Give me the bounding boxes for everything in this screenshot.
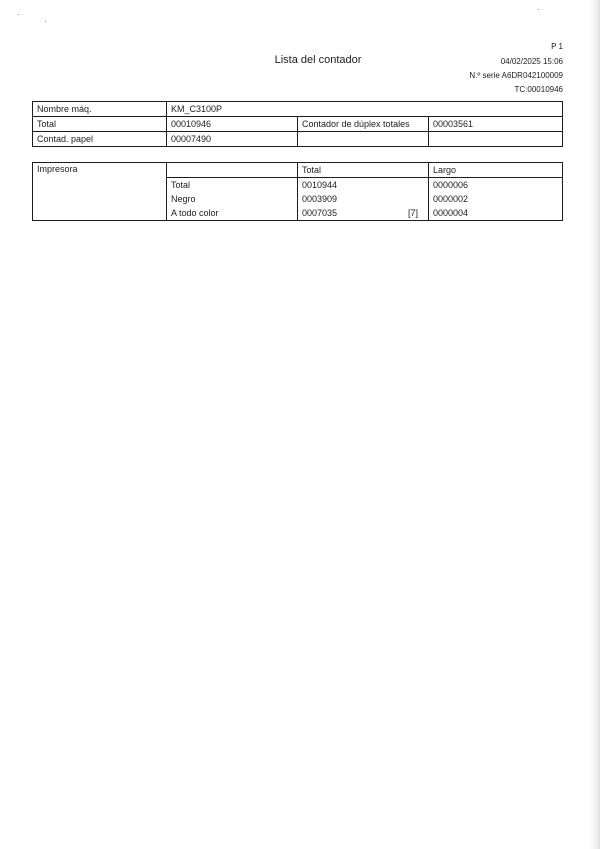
page-edge-shadow bbox=[590, 0, 600, 849]
paper-counter-label: Contad. papel bbox=[33, 132, 167, 147]
duplex-total-label: Contador de dúplex totales bbox=[298, 117, 429, 132]
empty-cell bbox=[298, 132, 429, 147]
paper-counter-value: 00007490 bbox=[167, 132, 298, 147]
tc-counter: TC:00010946 bbox=[514, 85, 563, 94]
row-largo-value: 0000002 bbox=[429, 192, 563, 206]
duplex-total-value: 00003561 bbox=[429, 117, 563, 132]
row-total-value: 0010944 bbox=[298, 178, 429, 193]
empty-header-cell bbox=[167, 163, 298, 178]
machine-name-label: Nombre máq. bbox=[33, 102, 167, 117]
row-label: A todo color bbox=[167, 206, 298, 221]
row-label: Negro bbox=[167, 192, 298, 206]
table-row bbox=[33, 117, 563, 132]
report-title: Lista del contador bbox=[274, 54, 362, 66]
total-value: 00010946 bbox=[167, 117, 298, 132]
printer-counter-table bbox=[32, 162, 563, 221]
row-largo-value: 0000004 bbox=[429, 206, 563, 221]
serial-number: N.º serie A6DR042100009 bbox=[469, 71, 563, 80]
empty-cell bbox=[429, 132, 563, 147]
printer-section-label: Impresora bbox=[33, 163, 167, 221]
row-label: Total bbox=[167, 178, 298, 193]
row-total-suffix: [7] bbox=[407, 208, 418, 218]
column-header-total: Total bbox=[298, 163, 429, 178]
scan-speck bbox=[18, 14, 19, 15]
row-total-value: 0007035 bbox=[302, 208, 338, 218]
row-largo-value: 0000006 bbox=[429, 178, 563, 193]
machine-name-value: KM_C3100P bbox=[167, 102, 563, 117]
report-datetime: 04/02/2025 15:06 bbox=[500, 57, 563, 66]
column-header-largo: Largo bbox=[429, 163, 563, 178]
row-total-cell bbox=[298, 206, 429, 221]
row-total-value: 0003909 bbox=[298, 192, 429, 206]
machine-info-table bbox=[32, 101, 563, 147]
scan-speck bbox=[45, 21, 46, 22]
table-row bbox=[33, 163, 563, 178]
table-row bbox=[33, 132, 563, 147]
scan-speck bbox=[538, 9, 539, 10]
total-label: Total bbox=[33, 117, 167, 132]
table-row bbox=[33, 102, 563, 117]
page-number: P 1 bbox=[551, 42, 563, 51]
